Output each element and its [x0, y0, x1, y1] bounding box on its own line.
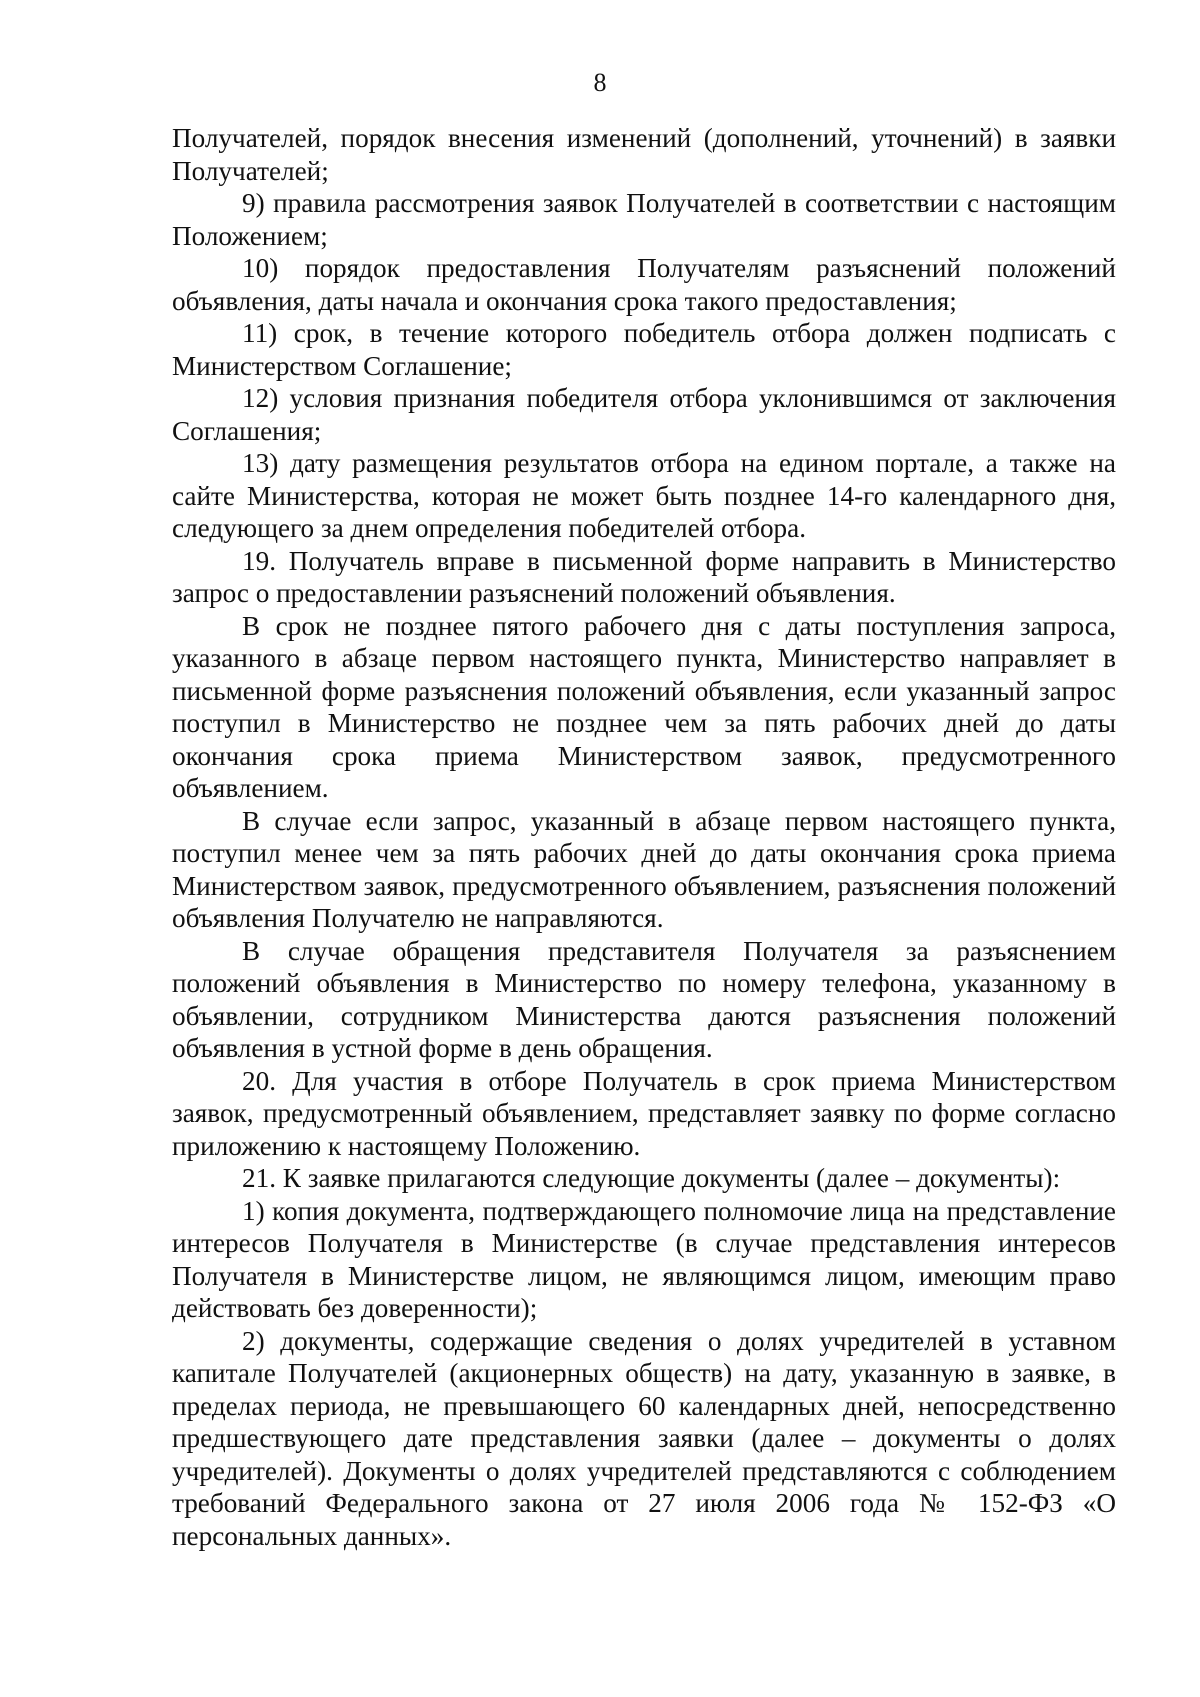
- paragraph-clause-21: 21. К заявке прилагаются следующие документы (далее – документы):: [242, 1163, 1061, 1193]
- paragraph-item-9: 9) правила рассмотрения заявок Получателей в соответствии с настоящим Положением;: [172, 188, 1116, 251]
- paragraph-continuation: Получателей, порядок внесения изменений (дополнений, уточнений) в заявки Получателей;: [172, 123, 1116, 186]
- page-number: 8: [593, 68, 607, 97]
- paragraph-clause-19-phone: В случае обращения представителя Получателя за разъяснением положений объявления в Министерство по номеру телефона, указанному в объявлении, сотрудником Министерства даются разъяснения положений объявления в устной форме в день обращения.: [172, 935, 1116, 1063]
- paragraph-item-13: 13) дату размещения результатов отбора на едином портале, а также на сайте Министерства, которая не может быть позднее 14-го календарного дня, следующего за днем определения победителей отбора.: [172, 448, 1116, 543]
- document-body: [172, 122, 1116, 1552]
- paragraph-item-12: 12) условия признания победителя отбора уклонившимся от заключения Соглашения;: [172, 383, 1116, 446]
- paragraph-clause-19-term: В срок не позднее пятого рабочего дня с даты поступления запроса, указанного в абзаце первом настоящего пункта, Министерство направляет в письменной форме разъяснения положений объявления, если указанный запрос поступил в Министерство не позднее чем за пять рабочих дней до даты окончания срока приема Министерством заявок, предусмотренного объявлением.: [172, 610, 1116, 803]
- paragraph-clause-19: 19. Получатель вправе в письменной форме направить в Министерство запрос о предоставлении разъяснений положений объявления.: [172, 545, 1116, 608]
- paragraph-clause-21-item-2: 2) документы, содержащие сведения о долях учредителей в уставном капитале Получателей (акционерных обществ) на дату, указанную в заявке, в пределах периода, не превышающего 60 календарных дней, непосредственно предшествующего дате представления заявки (далее – документы о долях учредителей). Документы о долях учредителей представляются с соблюдением требований Федерального закона от 27 июля 2006 года № 152-ФЗ «О персональных данных».: [172, 1325, 1116, 1551]
- paragraph-item-11: 11) срок, в течение которого победитель отбора должен подписать с Министерством Соглашение;: [172, 318, 1116, 381]
- paragraph-clause-21-item-1: 1) копия документа, подтверждающего полномочие лица на представление интересов Получателя в Министерстве (в случае представления интересов Получателя в Министерстве лицом, не являющимся лицом, имеющим право действовать без доверенности);: [172, 1195, 1116, 1323]
- paragraph-clause-19-late-request: В случае если запрос, указанный в абзаце первом настоящего пункта, поступил менее чем за пять рабочих дней до даты окончания срока приема Министерством заявок, предусмотренного объявлением, разъяснения положений объявления Получателю не направляются.: [172, 805, 1116, 933]
- paragraph-item-10: 10) порядок предоставления Получателям разъяснений положений объявления, даты начала и окончания срока такого предоставления;: [172, 253, 1116, 316]
- paragraph-clause-20: 20. Для участия в отборе Получатель в срок приема Министерством заявок, предусмотренный объявлением, представляет заявку по форме согласно приложению к настоящему Положению.: [172, 1065, 1116, 1161]
